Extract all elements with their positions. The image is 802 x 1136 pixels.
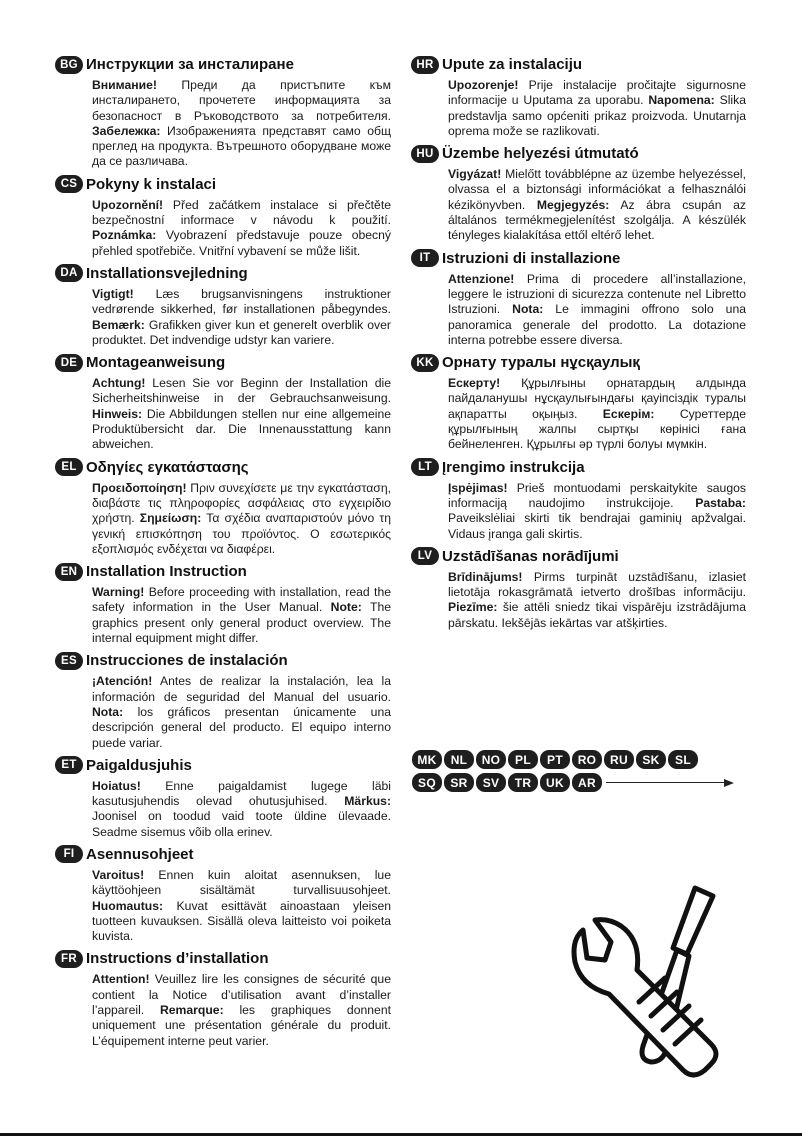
more-languages-row-1 bbox=[412, 750, 700, 769]
note-label: Note: bbox=[330, 600, 362, 615]
note-text: Joonisel on toodud vaid toote üldine ülevaade. Seadme sisemus võib olla erinev. bbox=[92, 809, 391, 839]
note-label: Piezīme: bbox=[448, 600, 498, 615]
warning-text: Prije instalacije pročitajte sigurnosne informacije u Uputama za uporabu. bbox=[448, 78, 746, 108]
section-title: Uzstādīšanas norādījumi bbox=[442, 547, 619, 565]
warning-text: Læs brugsanvisningens instruktioner vedrørende sikkerhed, før installationen påbegyndes. bbox=[92, 286, 391, 317]
note-text: šie attēli sniedz tikai vispārēju izstrādājuma pārskatu. Iekšējās iekārtas var atšķirties. bbox=[448, 600, 746, 630]
note-label: Забележка: bbox=[92, 123, 161, 138]
note-text: Grafikken giver kun et generelt overblik over produktet. Det indvendige udstyr kan variere. bbox=[92, 317, 391, 347]
section-header bbox=[55, 263, 391, 284]
language-badge: EL bbox=[55, 458, 83, 476]
note-label: Nota: bbox=[512, 302, 544, 317]
section-header bbox=[55, 650, 391, 671]
section-en bbox=[55, 561, 391, 646]
section-el bbox=[55, 457, 391, 557]
language-badge: FR bbox=[55, 950, 83, 968]
note-label: Bemærk: bbox=[92, 317, 145, 332]
warning-label: Upozornění! bbox=[92, 197, 164, 212]
section-hr bbox=[411, 54, 746, 139]
language-badge: LV bbox=[411, 547, 439, 565]
section-title: Pokyny k instalaci bbox=[86, 175, 217, 193]
language-badge-sr: SR bbox=[444, 773, 474, 792]
section-bg bbox=[55, 54, 391, 170]
section-body bbox=[448, 481, 746, 542]
language-badge-ru: RU bbox=[604, 750, 634, 769]
note-text: Τα σχέδια αναπαριστούν μόνο τη γενική επισκόπηση του προϊόντος. Ο εσωτερικός εξοπλισμός ενδέχεται να διαφέρει. bbox=[92, 511, 392, 556]
note-label: Poznámka: bbox=[92, 228, 157, 243]
section-body bbox=[448, 78, 746, 139]
section-header bbox=[55, 54, 391, 75]
language-badge-nl: NL bbox=[444, 750, 474, 769]
section-body bbox=[92, 779, 391, 840]
language-badge: KK bbox=[411, 354, 439, 372]
warning-text: Құрылғыны орнатардың алдында пайдаланушы нұсқаулығындағы қауіпсіздік туралы ақпаратты оқыңыз. bbox=[448, 376, 746, 421]
warning-label: Vigtigt! bbox=[92, 286, 134, 301]
section-title: Οδηγίες εγκατάστασης bbox=[86, 458, 249, 476]
warning-label: Attenzione! bbox=[448, 271, 515, 286]
arrow-line bbox=[606, 782, 724, 783]
section-title: Asennusohjeet bbox=[86, 845, 194, 863]
warning-text: Lesen Sie vor Beginn der Installation die Sicherheitshinweise in der Gebrauchsanweisung. bbox=[92, 376, 391, 406]
warning-text: Před začátkem instalace si přečtěte bezpečnostní informace v návodu k použití. bbox=[92, 197, 391, 228]
warning-text: Prima di procedere all’installazione, leggere le istruzioni di sicurezza contenute nel Libretto Istruzioni. bbox=[448, 271, 746, 317]
warning-label: Внимание! bbox=[92, 78, 157, 92]
warning-text: Πριν συνεχίσετε με την εγκατάσταση, διαβάστε τις πληροφορίες ασφάλειας στο εγχειρίδιο χρήστη. bbox=[92, 480, 391, 526]
warning-text: Mielőtt továbblépne az üzembe helyezéssel, olvassa el a biztonsági információkat a felhasználói kézikönyvben. bbox=[448, 167, 746, 212]
section-body bbox=[92, 481, 391, 557]
language-badge: IT bbox=[411, 249, 439, 267]
section-es bbox=[55, 650, 391, 750]
section-header bbox=[411, 54, 746, 75]
section-title: Montageanweisung bbox=[86, 354, 226, 372]
warning-label: Įspėjimas! bbox=[448, 480, 508, 495]
note-text: Le immagini offrono solo una panoramica generale del prodotto. La dotazione interna potrebbe essere diversa. bbox=[448, 302, 746, 347]
note-text: les graphiques donnent uniquement une présentation générale du produit. L’équipement interne peut varier. bbox=[92, 1003, 391, 1048]
section-header bbox=[55, 948, 391, 969]
language-badge-uk: UK bbox=[540, 773, 570, 792]
language-badge: LT bbox=[411, 458, 439, 476]
language-badge: BG bbox=[55, 56, 83, 74]
note-text: Суреттерде құрылғының жалпы сыртқы көрінісі ғана бейнеленген. Құрылғы әр түрлі болуы мүмкін. bbox=[448, 406, 746, 452]
section-title: Инструкции за инсталиране bbox=[86, 56, 294, 73]
right-column bbox=[411, 54, 746, 635]
note-text: los gráficos presentan únicamente una descripción general del producto. El equipo interno puede variar. bbox=[92, 704, 391, 750]
warning-label: Achtung! bbox=[92, 376, 146, 391]
warning-label: Vigyázat! bbox=[448, 167, 502, 182]
warning-label: Brīdinājums! bbox=[448, 569, 523, 584]
language-badge-pt: PT bbox=[540, 750, 570, 769]
language-badge-ar: AR bbox=[572, 773, 602, 792]
section-it bbox=[411, 248, 746, 348]
section-header bbox=[411, 352, 746, 373]
section-body bbox=[92, 376, 391, 452]
section-body bbox=[448, 167, 746, 243]
language-badge: HR bbox=[411, 56, 439, 74]
arrow-right-icon bbox=[724, 779, 734, 787]
note-label: Nota: bbox=[92, 704, 124, 719]
section-body bbox=[448, 376, 746, 452]
note-label: Ескерім: bbox=[602, 406, 655, 421]
warning-label: Attention! bbox=[92, 972, 150, 987]
section-title: Instructions d’installation bbox=[86, 950, 269, 968]
section-da bbox=[55, 263, 391, 348]
section-body bbox=[92, 287, 391, 348]
section-header bbox=[55, 561, 391, 582]
section-lv bbox=[411, 546, 746, 631]
language-badge: ET bbox=[55, 756, 83, 774]
section-body bbox=[448, 570, 746, 631]
warning-label: Warning! bbox=[92, 585, 145, 600]
section-header bbox=[55, 352, 391, 373]
language-badge: DA bbox=[55, 264, 83, 282]
section-header bbox=[411, 457, 746, 478]
section-title: Installation Instruction bbox=[86, 563, 247, 581]
section-kk bbox=[411, 352, 746, 452]
language-badge-ro: RO bbox=[572, 750, 602, 769]
section-body bbox=[92, 78, 391, 170]
section-fr bbox=[55, 948, 391, 1048]
note-text: Paveikslėliai skirti tik bendrajai gaminių apžvalgai. Vidaus įranga gali skirtis. bbox=[448, 511, 746, 541]
warning-label: Hoiatus! bbox=[92, 778, 141, 793]
section-cs bbox=[55, 174, 391, 259]
section-de bbox=[55, 352, 391, 452]
section-header bbox=[55, 457, 391, 478]
warning-text: Antes de realizar la instalación, lea la información de seguridad del Manual del usuario. bbox=[92, 674, 391, 704]
section-lt bbox=[411, 457, 746, 542]
section-et bbox=[55, 755, 391, 840]
note-text: Slika predstavlja samo općeniti prikaz proizvoda. Unutarnja oprema može se razlikovati. bbox=[448, 93, 746, 138]
language-badge-tr: TR bbox=[508, 773, 538, 792]
section-header bbox=[55, 174, 391, 195]
warning-text: Veuillez lire les consignes de sécurité que contient la Notice d’utilisation avant d’installer l’appareil. bbox=[92, 972, 391, 1018]
section-title: Орнату туралы нұсқаулық bbox=[442, 354, 640, 372]
warning-label: Ескерту! bbox=[448, 376, 501, 391]
note-text: Изображенията представят само общ преглед на продукта. Вътрешното оборудване може да се различава. bbox=[92, 123, 391, 169]
note-label: Napomena: bbox=[648, 93, 715, 108]
wrench-screwdriver-icon bbox=[565, 870, 745, 1095]
language-badge-sv: SV bbox=[476, 773, 506, 792]
language-badge: CS bbox=[55, 175, 83, 193]
note-text: The graphics present only general product overview. The internal equipment might differ. bbox=[92, 600, 391, 646]
language-badge-no: NO bbox=[476, 750, 506, 769]
section-body bbox=[92, 972, 391, 1048]
warning-text: Enne paigaldamist lugege läbi kasutusjuhendis olevad ohutusjuhised. bbox=[92, 778, 391, 809]
section-header bbox=[411, 248, 746, 269]
note-label: Hinweis: bbox=[92, 406, 143, 421]
note-text: Vyobrazení představuje pouze obecný přehled spotřebiče. Vnitřní vybavení se může lišit. bbox=[92, 228, 391, 258]
section-title: Įrengimo instrukcija bbox=[442, 458, 585, 476]
section-header bbox=[55, 844, 391, 865]
note-text: Die Abbildungen stellen nur eine allgemeine Produktübersicht dar. Die Innenausstattung kann abweichen. bbox=[92, 406, 391, 452]
section-body bbox=[92, 674, 391, 750]
language-badge-sq: SQ bbox=[412, 773, 442, 792]
language-badge-mk: MK bbox=[412, 750, 442, 769]
warning-label: Varoitus! bbox=[92, 867, 145, 882]
section-title: Installationsvejledning bbox=[86, 264, 248, 282]
note-label: Märkus: bbox=[344, 794, 391, 809]
section-header bbox=[55, 755, 391, 776]
note-label: Σημείωση: bbox=[139, 511, 202, 526]
section-fi bbox=[55, 844, 391, 944]
warning-label: Upozorenje! bbox=[448, 78, 519, 92]
warning-text: Ennen kuin aloitat asennuksen, lue käyttöohjeen sisältämät turvallisuusohjeet. bbox=[92, 867, 391, 898]
section-body bbox=[448, 272, 746, 348]
left-column bbox=[55, 54, 391, 1053]
section-title: Instrucciones de instalación bbox=[86, 652, 288, 670]
section-body bbox=[92, 198, 391, 259]
warning-text: Prieš montuodami perskaitykite saugos informaciją naudojimo instrukcijoje. bbox=[448, 480, 746, 510]
language-badge: ES bbox=[55, 652, 83, 670]
note-label: Pastaba: bbox=[695, 495, 746, 510]
note-label: Remarque: bbox=[159, 1003, 224, 1018]
note-label: Megjegyzés: bbox=[536, 197, 610, 212]
language-badge-sl: SL bbox=[668, 750, 698, 769]
language-badge: EN bbox=[55, 563, 83, 581]
section-header bbox=[411, 143, 746, 164]
language-badge: FI bbox=[55, 845, 83, 863]
section-body bbox=[92, 585, 391, 646]
section-title: Paigaldusjuhis bbox=[86, 756, 192, 774]
warning-label: ¡Atención! bbox=[92, 674, 153, 689]
more-languages-row-2 bbox=[412, 773, 734, 792]
warning-label: Προειδοποίηση! bbox=[92, 480, 187, 495]
note-text: Kuvat esittävät ainoastaan yleisen tuotteen kuvauksen. Sisällä oleva laitteisto voi poiketa kuvista. bbox=[92, 898, 391, 944]
warning-text: Pirms turpināt uzstādīšanu, izlasiet lietotāja rokasgrāmatā ietverto drošības informāciju. bbox=[448, 569, 746, 600]
note-text: Az ábra csupán az általános termékmegjelenítést szolgálja. A készülék tényleges kialakítása ettől eltérő lehet. bbox=[448, 197, 746, 243]
language-badge-pl: PL bbox=[508, 750, 538, 769]
language-badge-sk: SK bbox=[636, 750, 666, 769]
section-body bbox=[92, 868, 391, 944]
warning-text: Before proceeding with installation, read the safety information in the User Manual. bbox=[92, 585, 391, 615]
section-title: Upute za instalaciju bbox=[442, 56, 583, 73]
language-badge: HU bbox=[411, 145, 439, 163]
warning-text: Преди да пристъпите към инсталирането, прочетете информацията за безопасност в Ръководството за потребителя. bbox=[92, 78, 391, 123]
section-header bbox=[411, 546, 746, 567]
note-label: Huomautus: bbox=[92, 898, 164, 913]
language-badge: DE bbox=[55, 354, 83, 372]
section-title: Istruzioni di installazione bbox=[442, 249, 621, 267]
section-hu bbox=[411, 143, 746, 243]
section-title: Üzembe helyezési útmutató bbox=[442, 145, 639, 163]
